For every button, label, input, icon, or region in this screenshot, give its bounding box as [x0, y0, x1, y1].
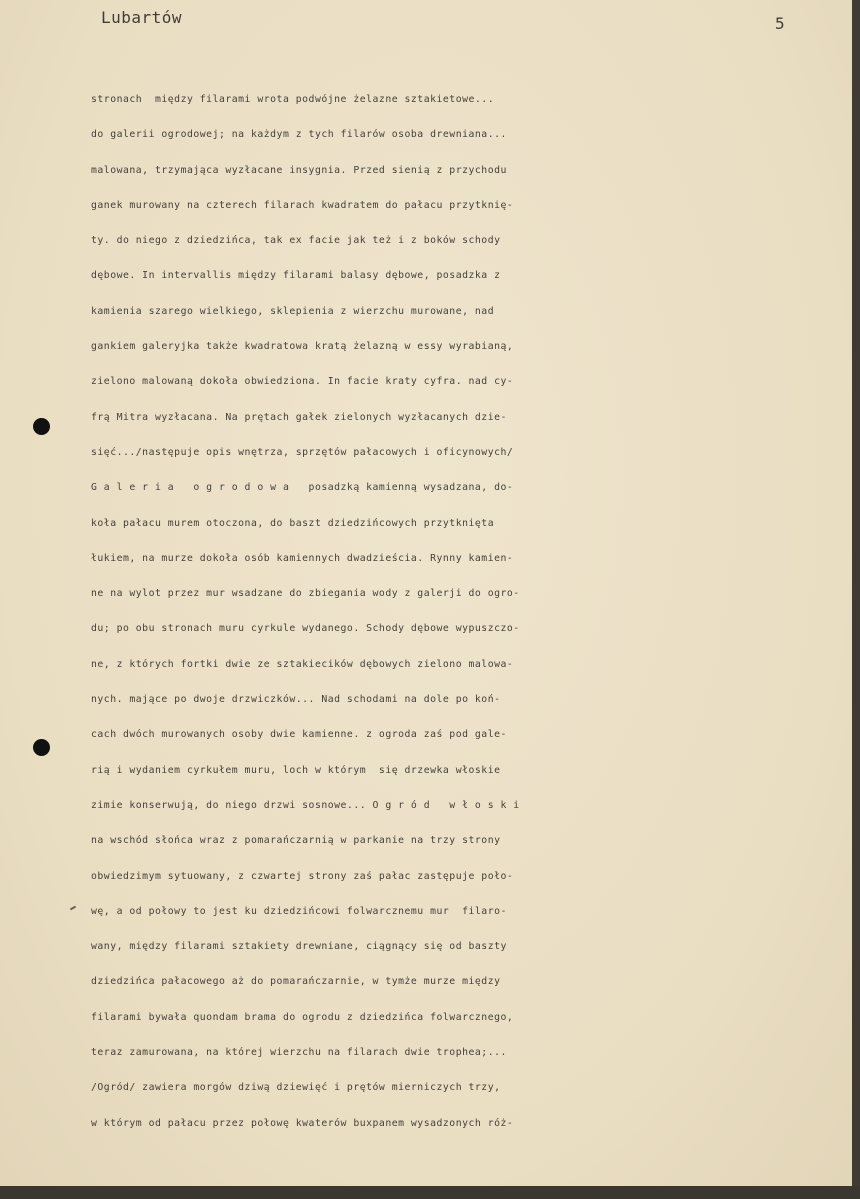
text-line: kamienia szarego wielkiego, sklepienia z wierzchu murowane, nad [91, 305, 495, 317]
text-line: /Ogród/ zawiera morgów dziwą dziewięć i prętów mierniczych trzy, [91, 1082, 501, 1094]
text-line: gankiem galeryjka także kwadratowa kratą żelazną w essy wyrabianą, [91, 341, 514, 353]
text-line: ty. do niego z dziedzińca, tak ex facie jak też i z boków schody [91, 235, 501, 247]
text-line: stronach między filarami wrota podwójne żelazne sztakietowe... [91, 94, 495, 105]
text-line: łukiem, na murze dokoła osób kamiennych dwadzieścia. Rynny kamien- [91, 552, 514, 564]
text-line: w którym od pałacu przez połowę kwaterów buxpanem wysadzonych róż- [91, 1117, 514, 1129]
text-line: ne, z których fortki dwie ze sztakiecików dębowych zielono malowa- [91, 658, 514, 670]
typed-text-body [91, 82, 851, 1141]
text-line: ganek murowany na czterech filarach kwadratem do pałacu przytknię- [91, 199, 514, 211]
text-line: koła pałacu murem otoczona, do baszt dziedzińcowych przytknięta [91, 517, 495, 529]
text-line: sięć.../następuje opis wnętrza, sprzętów pałacowych i oficynowych/ [91, 446, 514, 458]
header-place: Lubartów [101, 8, 183, 27]
text-line: cach dwóch murowanych osoby dwie kamienne. z ogroda zaś pod gale- [91, 729, 507, 741]
text-line: obwiedzimym sytuowany, z czwartej strony zaś pałac zastępuje poło- [91, 870, 514, 882]
text-line: G a l e r i a o g r o d o w a posadzką kamienną wysadzana, do- [91, 482, 514, 494]
text-line: zielono malowaną dokoła obwiedziona. In facie kraty cyfra. nad cy- [91, 376, 514, 388]
scan-border-right [852, 0, 860, 1199]
scan-border-bottom [0, 1186, 860, 1199]
text-line: ne na wylot przez mur wsadzane do zbiegania wody z galerji do ogro- [91, 588, 520, 600]
text-line: na wschód słońca wraz z pomarańczarnią w parkanie na trzy strony [91, 835, 501, 847]
text-line: nych. mające po dwoje drzwiczków... Nad schodami na dole po koń- [91, 694, 501, 706]
punch-hole [33, 739, 50, 756]
text-line: filarami bywała quondam brama do ogrodu z dziedzińca folwarcznego, [91, 1011, 514, 1023]
text-line: frą Mitra wyzłacana. Na prętach gałek zielonych wyzłacanych dzie- [91, 411, 507, 423]
text-line: zimie konserwują, do niego drzwi sosnowe... O g r ó d w ł o s k i [91, 799, 520, 811]
text-line: malowana, trzymająca wyzłacane insygnia. Przed sienią z przychodu [91, 164, 507, 176]
text-line: rią i wydaniem cyrkułem muru, loch w którym się drzewka włoskie [91, 764, 501, 776]
text-line: dębowe. In intervallis między filarami balasy dębowe, posadzka z [91, 270, 501, 282]
text-line: wany, między filarami sztakiety drewniane, ciągnący się od baszty [91, 941, 507, 953]
pencil-mark [70, 906, 76, 911]
text-line: do galerii ogrodowej; na każdym z tych filarów osoba drewniana... [91, 129, 507, 141]
punch-hole [33, 418, 50, 435]
page-number: 5 [775, 14, 785, 33]
text-line: teraz zamurowana, na której wierzchu na filarach dwie trophea;... [91, 1047, 507, 1059]
text-line: du; po obu stronach muru cyrkule wydanego. Schody dębowe wypuszczo- [91, 623, 520, 635]
text-line: dziedzińca pałacowego aż do pomarańczarnie, w tymże murze między [91, 976, 501, 988]
text-line: wę, a od połowy to jest ku dziedzińcowi folwarcznemu mur filaro- [91, 905, 507, 917]
